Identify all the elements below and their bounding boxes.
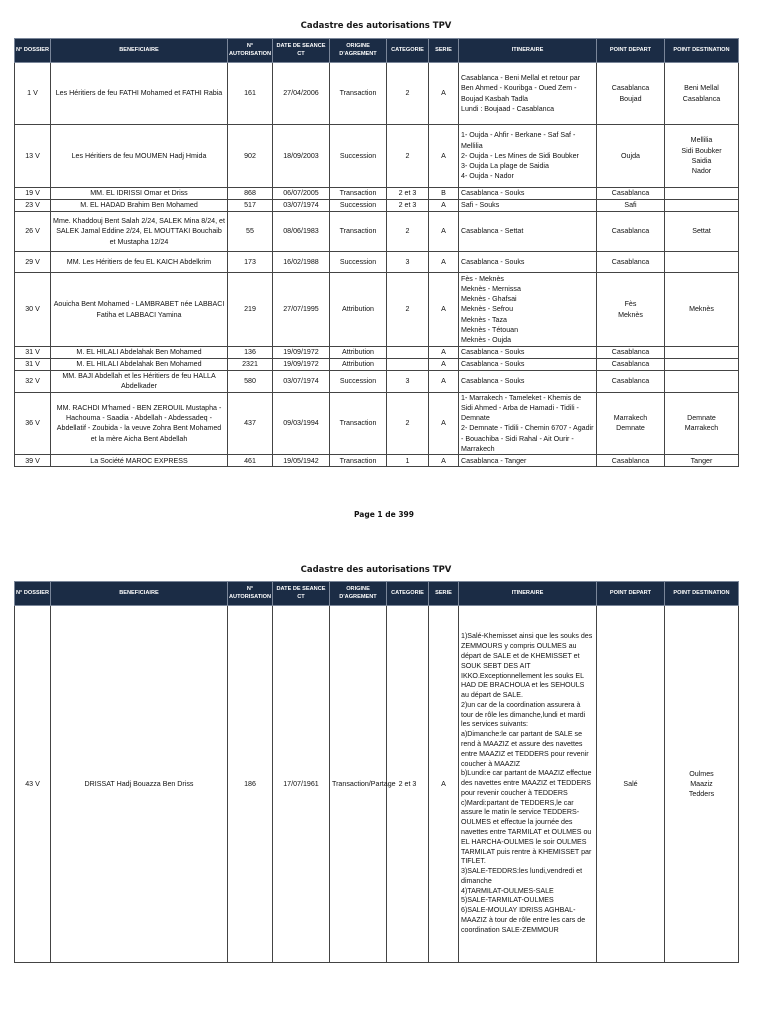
cell-depart: Casablanca [597, 252, 665, 273]
cell-destination [665, 371, 739, 393]
cell-date: 27/04/2006 [273, 63, 330, 125]
cell-depart: Marrakech Demnate [597, 392, 665, 455]
table-body [15, 63, 739, 467]
page-1 [14, 18, 738, 467]
cell-beneficiaire: M. EL HILALI Abdelahak Ben Mohamed [51, 359, 228, 371]
cell-autorisation: 437 [228, 392, 273, 455]
header-beneficiaire: BENEFICIAIRE [51, 582, 228, 606]
table-header-row [15, 39, 739, 63]
cell-destination [665, 359, 739, 371]
table-row [15, 188, 739, 200]
table-row [15, 359, 739, 371]
cell-beneficiaire: Les Héritiers de feu MOUMEN Hadj Hmida [51, 125, 228, 188]
cell-autorisation: 136 [228, 347, 273, 359]
cell-date: 03/07/1974 [273, 371, 330, 393]
cell-autorisation: 219 [228, 273, 273, 347]
header-depart: POINT DEPART [597, 39, 665, 63]
cell-dossier: 1 V [15, 63, 51, 125]
cell-depart: Salé [597, 606, 665, 963]
cell-categorie: 2 [387, 63, 429, 125]
cell-serie: A [429, 371, 459, 393]
table-header-row [15, 582, 739, 606]
cell-destination: Beni Mellal Casablanca [665, 63, 739, 125]
cell-categorie [387, 347, 429, 359]
cell-origine: Transaction [330, 455, 387, 467]
header-itineraire: ITINERAIRE [459, 582, 597, 606]
cell-categorie: 3 [387, 371, 429, 393]
cell-itineraire: Casablanca - Souks [459, 252, 597, 273]
cell-categorie: 2 et 3 [387, 200, 429, 212]
cell-destination: Meknès [665, 273, 739, 347]
header-serie: SERIE [429, 39, 459, 63]
cell-beneficiaire: MM. Les Héritiers de feu EL KAICH Abdelkrim [51, 252, 228, 273]
cell-date: 18/09/2003 [273, 125, 330, 188]
table-row [15, 125, 739, 188]
cell-depart: Safi [597, 200, 665, 212]
cell-itineraire: Casablanca - Settat [459, 212, 597, 252]
cell-depart: Casablanca [597, 359, 665, 371]
cell-serie: A [429, 252, 459, 273]
cell-beneficiaire: Aouicha Bent Mohamed - LAMBRABET née LABBACI Fatiha et LABBACI Yamina [51, 273, 228, 347]
cell-depart: Casablanca [597, 188, 665, 200]
cell-destination [665, 252, 739, 273]
cell-serie: A [429, 273, 459, 347]
cell-destination [665, 188, 739, 200]
cell-depart: Casablanca [597, 455, 665, 467]
cell-destination: Demnate Marrakech [665, 392, 739, 455]
cell-itineraire: Casablanca - Souks [459, 359, 597, 371]
cell-serie: A [429, 200, 459, 212]
cell-autorisation: 517 [228, 200, 273, 212]
cell-categorie: 2 et 3 [387, 606, 429, 963]
cell-destination [665, 347, 739, 359]
cell-itineraire: 1- Marrakech - Tameleket - Khemis de Sidi Ahmed - Arba de Hamadi - Tidili -Demnate 2- Demnate - Tidili - Chemin 6707 - Agadir - Bouachiba - Sidi Rahal - Ait Ourir - Marrakech [459, 392, 597, 455]
cell-serie: A [429, 63, 459, 125]
page-title: Cadastre des autorisations TPV [300, 565, 452, 575]
table-row [15, 606, 739, 963]
cell-origine: Succession [330, 252, 387, 273]
cell-origine: Transaction [330, 212, 387, 252]
cell-depart: Casablanca [597, 371, 665, 393]
cell-serie: A [429, 125, 459, 188]
cell-autorisation: 902 [228, 125, 273, 188]
cell-categorie: 2 [387, 392, 429, 455]
cell-autorisation: 2321 [228, 359, 273, 371]
cell-depart: Casablanca [597, 212, 665, 252]
cell-dossier: 39 V [15, 455, 51, 467]
cell-beneficiaire: Les Héritiers de feu FATHI Mohamed et FATHI Rabia [51, 63, 228, 125]
cell-origine: Succession [330, 125, 387, 188]
cell-date: 08/06/1983 [273, 212, 330, 252]
cell-autorisation: 55 [228, 212, 273, 252]
page-2 [14, 561, 738, 963]
table-row [15, 63, 739, 125]
cell-categorie: 1 [387, 455, 429, 467]
cell-itineraire: Casablanca - Beni Mellal et retour par Ben Ahmed - Kouribga - Oued Zem - Boujad Kasbah Tadla Lundi : Boujaad - Casablanca [459, 63, 597, 125]
cell-itineraire: Casablanca - Tanger [459, 455, 597, 467]
cell-destination: Oulmes Maaziz Tedders [665, 606, 739, 963]
cell-itineraire: Casablanca - Souks [459, 371, 597, 393]
cell-date: 19/09/1972 [273, 347, 330, 359]
cell-itineraire: Safi - Souks [459, 200, 597, 212]
cell-date: 27/07/1995 [273, 273, 330, 347]
cell-dossier: 29 V [15, 252, 51, 273]
header-date: DATE DE SEANCE CT [273, 39, 330, 63]
cell-origine: Transaction [330, 63, 387, 125]
cell-dossier: 31 V [15, 347, 51, 359]
cell-beneficiaire: La Société MAROC EXPRESS [51, 455, 228, 467]
cell-origine: Transaction [330, 392, 387, 455]
table-row [15, 392, 739, 455]
cell-dossier: 19 V [15, 188, 51, 200]
cell-serie: A [429, 392, 459, 455]
cell-destination: Settat [665, 212, 739, 252]
table-row [15, 347, 739, 359]
cell-dossier: 23 V [15, 200, 51, 212]
cell-beneficiaire: M. EL HILALI Abdelahak Ben Mohamed [51, 347, 228, 359]
cell-date: 06/07/2005 [273, 188, 330, 200]
cell-categorie [387, 359, 429, 371]
cell-itineraire: Casablanca - Souks [459, 188, 597, 200]
header-destination: POINT DESTINATION [665, 582, 739, 606]
header-serie: SERIE [429, 582, 459, 606]
cell-categorie: 3 [387, 252, 429, 273]
cell-categorie: 2 et 3 [387, 188, 429, 200]
table-row [15, 252, 739, 273]
cell-serie: A [429, 359, 459, 371]
cell-destination: Mellilia Sidi Boubker Saidia Nador [665, 125, 739, 188]
cell-itineraire: Casablanca - Souks [459, 347, 597, 359]
cell-autorisation: 868 [228, 188, 273, 200]
cell-categorie: 2 [387, 212, 429, 252]
header-origine: ORIGINE D'AGREMENT [330, 39, 387, 63]
cell-depart: Casablanca Boujad [597, 63, 665, 125]
page-title: Cadastre des autorisations TPV [300, 21, 452, 31]
header-origine: ORIGINE D'AGREMENT [330, 582, 387, 606]
table-row [15, 212, 739, 252]
cell-date: 19/05/1942 [273, 455, 330, 467]
cell-depart: Fès Meknès [597, 273, 665, 347]
header-beneficiaire: BENEFICIAIRE [51, 39, 228, 63]
cell-autorisation: 173 [228, 252, 273, 273]
cell-beneficiaire: M. EL HADAD Brahim Ben Mohamed [51, 200, 228, 212]
header-dossier: N° DOSSIER [15, 582, 51, 606]
authorizations-table [14, 581, 739, 963]
header-destination: POINT DESTINATION [665, 39, 739, 63]
cell-date: 03/07/1974 [273, 200, 330, 212]
cell-date: 19/09/1972 [273, 359, 330, 371]
header-categorie: CATEGORIE [387, 39, 429, 63]
table-row [15, 200, 739, 212]
cell-serie: A [429, 212, 459, 252]
table-row [15, 455, 739, 467]
cell-dossier: 36 V [15, 392, 51, 455]
cell-destination [665, 200, 739, 212]
cell-itineraire: Fès - Meknès Meknès - Mernissa Meknès - Ghafsai Meknès - Sefrou Meknès - Taza Meknès - Tétouan Meknès - Oujda [459, 273, 597, 347]
authorizations-table [14, 38, 739, 467]
cell-origine: Succession [330, 371, 387, 393]
cell-depart: Oujda [597, 125, 665, 188]
header-autorisation: N° AUTORISATION [228, 582, 273, 606]
table-body [15, 606, 739, 963]
cell-dossier: 26 V [15, 212, 51, 252]
cell-origine: Transaction [330, 188, 387, 200]
table-row [15, 273, 739, 347]
cell-beneficiaire: Mme. Khaddouj Bent Salah 2/24, SALEK Mina 8/24, et SALEK Jamal Eddine 2/24, EL MOUTTAKI Bouchaib et Mustapha 12/24 [51, 212, 228, 252]
cell-serie: A [429, 455, 459, 467]
cell-date: 16/02/1988 [273, 252, 330, 273]
table-row [15, 371, 739, 393]
header-categorie: CATEGORIE [387, 582, 429, 606]
cell-dossier: 31 V [15, 359, 51, 371]
cell-categorie: 2 [387, 125, 429, 188]
cell-beneficiaire: MM. EL IDRISSI Omar et Driss [51, 188, 228, 200]
cell-origine: Attribution [330, 359, 387, 371]
header-depart: POINT DEPART [597, 582, 665, 606]
cell-categorie: 2 [387, 273, 429, 347]
cell-dossier: 43 V [15, 606, 51, 963]
cell-origine: Attribution [330, 273, 387, 347]
header-dossier: N° DOSSIER [15, 39, 51, 63]
cell-dossier: 30 V [15, 273, 51, 347]
cell-beneficiaire: MM. BAJI Abdellah et les Héritiers de feu HALLA Abdelkader [51, 371, 228, 393]
cell-serie: B [429, 188, 459, 200]
cell-date: 17/07/1961 [273, 606, 330, 963]
cell-date: 09/03/1994 [273, 392, 330, 455]
cell-serie: A [429, 606, 459, 963]
cell-beneficiaire: MM. RACHDI M'hamed - BEN ZEROUIL Mustapha - Hachouma - Saadia - Abdellah - Abdessadeq - Abdellatif - Zoubida - la veuve Zohra Bent Mohamed et la mère Aicha Bent Abdellah [51, 392, 228, 455]
cell-autorisation: 580 [228, 371, 273, 393]
cell-beneficiaire: DRISSAT Hadj Bouazza Ben Driss [51, 606, 228, 963]
page-number: Page 1 de 399 [354, 510, 414, 519]
cell-autorisation: 161 [228, 63, 273, 125]
header-date: DATE DE SEANCE CT [273, 582, 330, 606]
cell-origine: Succession [330, 200, 387, 212]
header-itineraire: ITINERAIRE [459, 39, 597, 63]
cell-dossier: 32 V [15, 371, 51, 393]
cell-dossier: 13 V [15, 125, 51, 188]
cell-origine: Attribution [330, 347, 387, 359]
cell-autorisation: 461 [228, 455, 273, 467]
cell-origine: Transaction/Partage [330, 606, 387, 963]
cell-serie: A [429, 347, 459, 359]
cell-itineraire: 1)Salé-Khemisset ainsi que les souks des ZEMMOURS y compris OULMES au départ de SALE et de KHEMISSET et SOUK SEBT DES AIT IKKO.Exceptionnellement les souks EL HAD DE BRACHOUA et les SEHOULS au départ de SALE. 2)un car de la coordination assurera à tour de rôle les dimanche,lundi et mardi les services suivants: a)Dimanche:le car partant de SALE se rend à MAAZIZ et assure des navettes entre MAAZIZ et TEDDERS pour revenir coucher à MAAZIZ b)Lundi:e car partant de MAAZIZ effectue des navettes entre MAAZIZ et TEDDERS pour revenir coucher à TEDDERS c)Mardi:partant de TEDDERS,le car assure le matin le service TEDDERS-OULMES et effectue la journée des navettes entre TARMILAT et OULMES ou EL HARCHA-OULMES le soir OULMES TARMILAT puis rentre à KHEMISSET par TIFLET. 3)SALE-TEDDRS:les lundi,vendredi et dimanche 4)TARMILAT-OULMES-SALE 5)SALE-TARMILAT-OULMES 6)SALE-MOULAY IDRISS AGHBAL-MAAZIZ à tour de rôle entre les cars de coordination SALE-ZEMMOUR [459, 606, 597, 963]
cell-destination: Tanger [665, 455, 739, 467]
cell-autorisation: 186 [228, 606, 273, 963]
cell-depart: Casablanca [597, 347, 665, 359]
header-autorisation: N° AUTORISATION [228, 39, 273, 63]
cell-itineraire: 1- Oujda - Ahfir - Berkane - Saf Saf - Mellilia 2- Oujda - Les Mines de Sidi Boubker 3- Oujda La plage de Saidia 4- Oujda - Nador [459, 125, 597, 188]
